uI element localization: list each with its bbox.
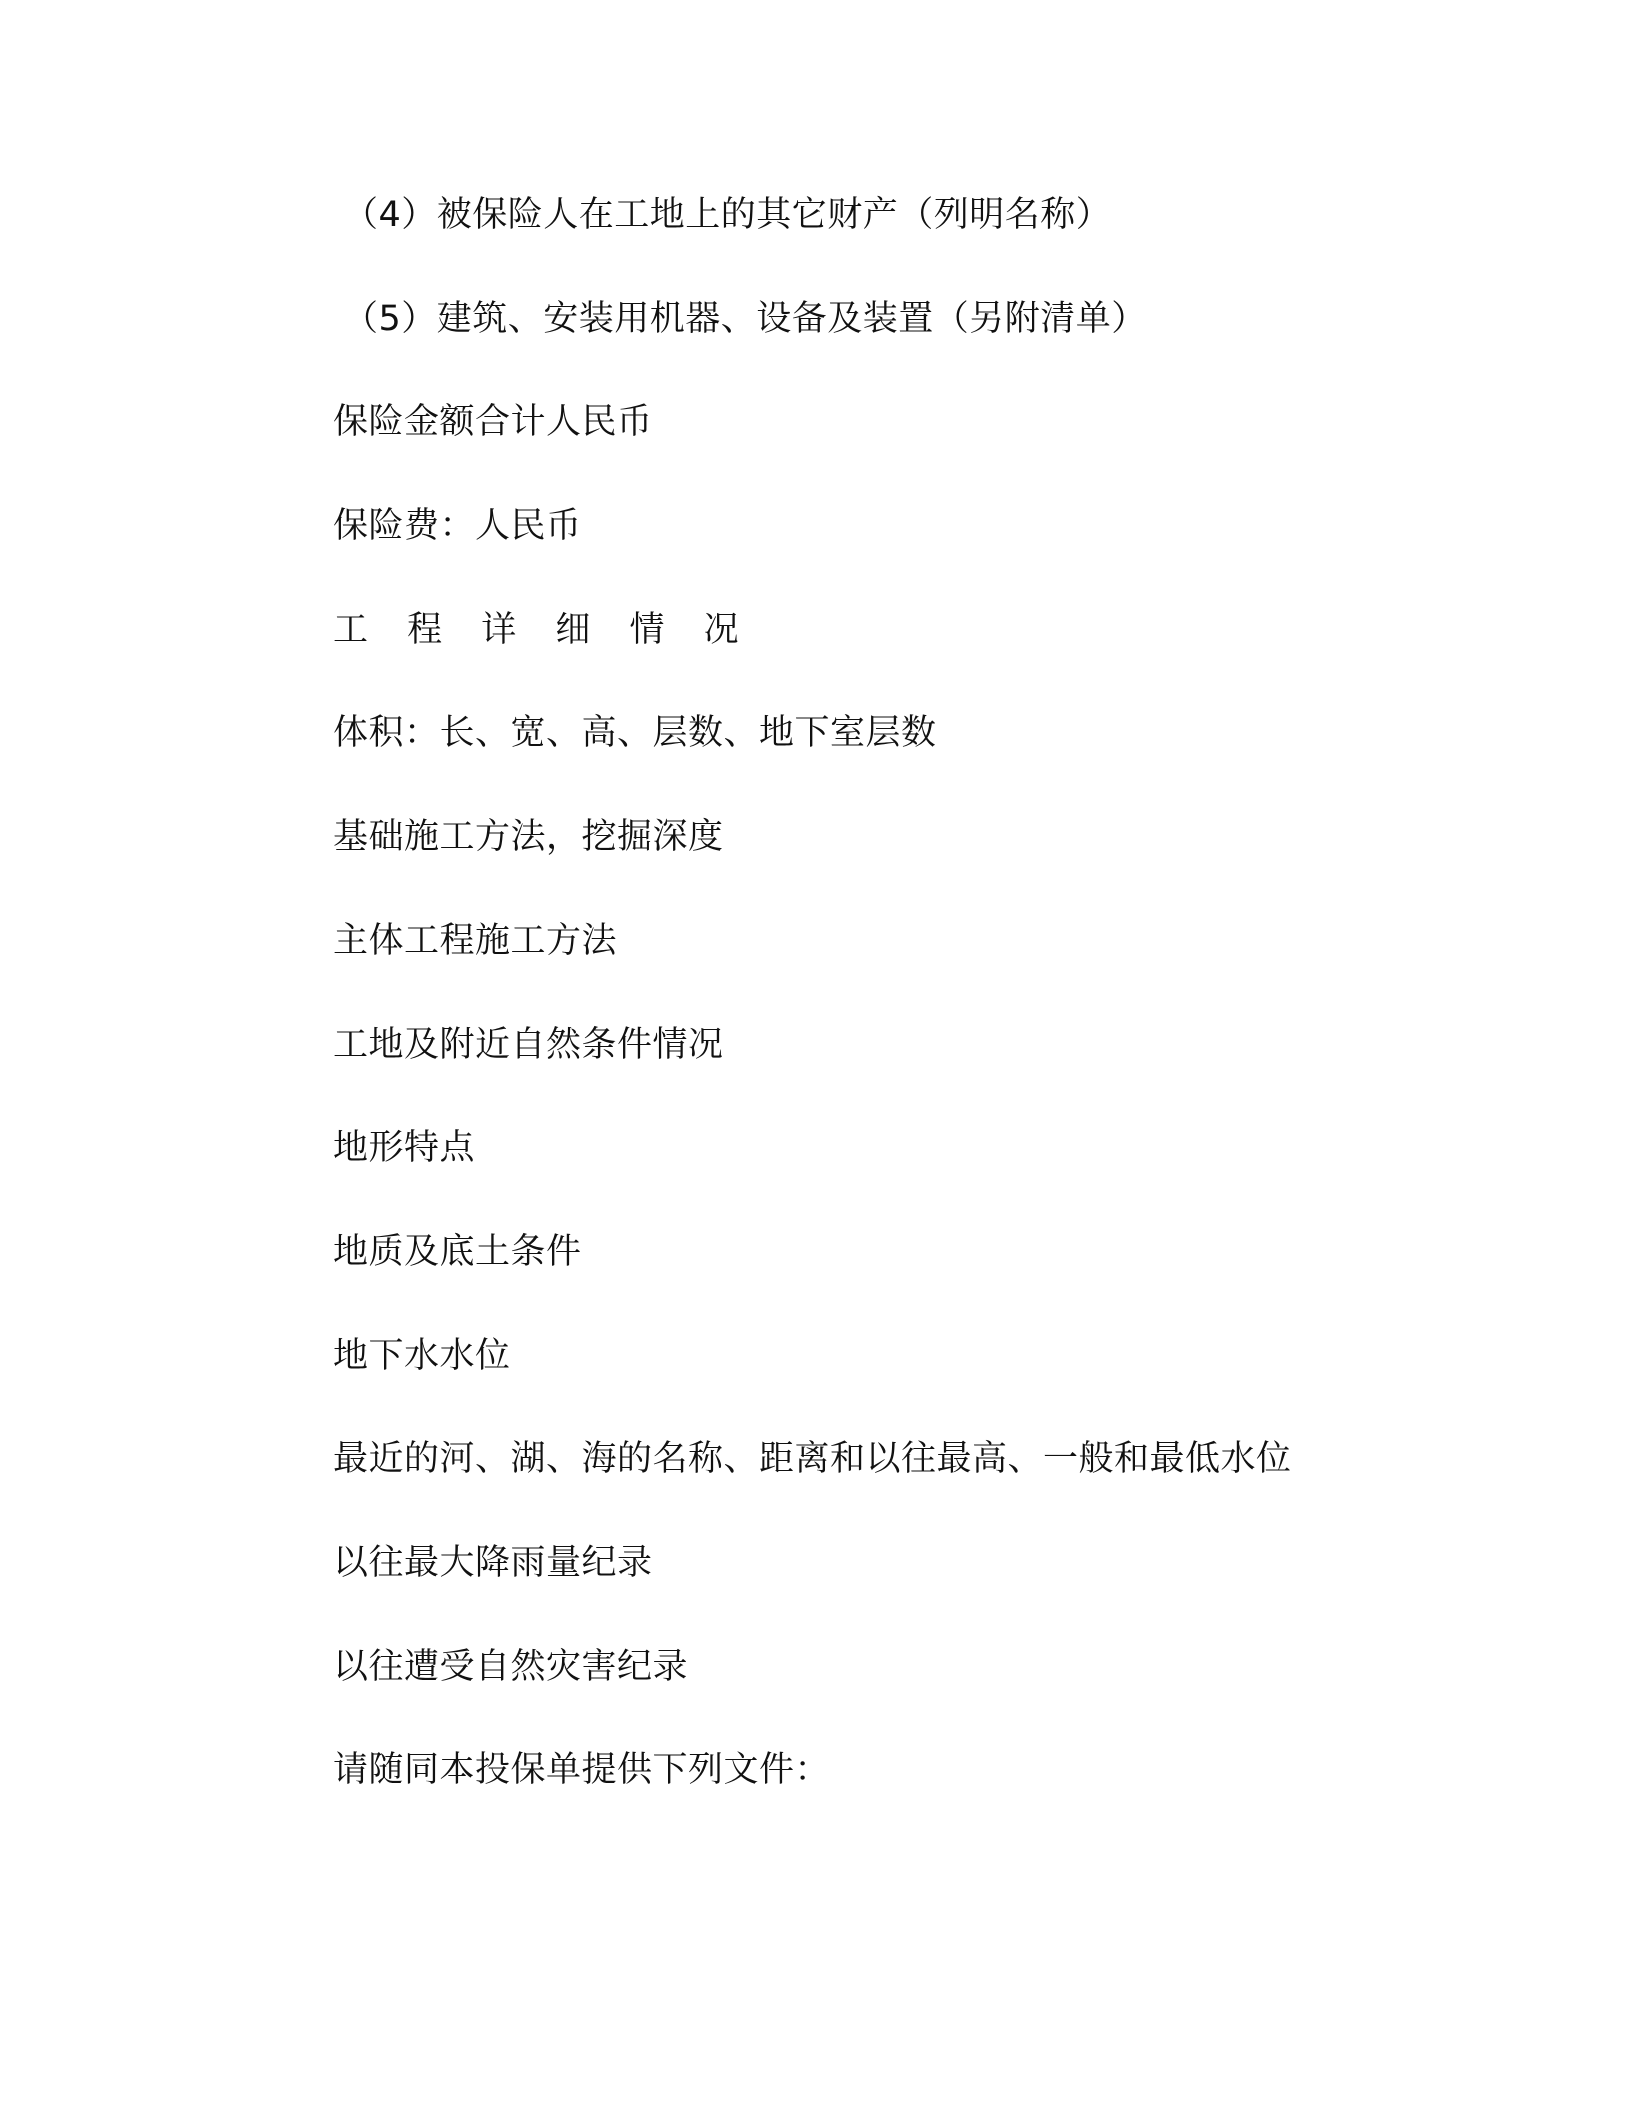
nearest-water-body: 最近的河、湖、海的名称、距离和以往最高、一般和最低水位	[333, 1439, 1292, 1480]
groundwater-level: 地下水水位	[333, 1335, 511, 1376]
terrain-features: 地形特点	[333, 1128, 476, 1169]
item-5-machinery-equipment: （5）建筑、安装用机器、设备及装置（另附清单）	[343, 298, 1147, 339]
main-structure-method: 主体工程施工方法	[333, 920, 618, 961]
project-details-heading: 工 程 详 细 情 况	[333, 609, 753, 650]
geology-subsoil: 地质及底土条件	[333, 1231, 582, 1272]
volume-dimensions: 体积：长、宽、高、层数、地下室层数	[333, 713, 937, 754]
item-4-other-property: （4）被保险人在工地上的其它财产（列明名称）	[343, 195, 1112, 235]
site-natural-conditions: 工地及附近自然条件情况	[333, 1024, 724, 1065]
natural-disaster-record: 以往遭受自然灾害纪录	[333, 1646, 689, 1687]
premium: 保险费：人民币	[333, 506, 582, 547]
document-body	[333, 190, 1533, 1849]
max-rainfall-record: 以往最大降雨量纪录	[333, 1542, 653, 1583]
foundation-method: 基础施工方法，挖掘深度	[333, 817, 724, 858]
documents-required: 请随同本投保单提供下列文件：	[333, 1750, 831, 1791]
total-insured-amount: 保险金额合计人民币	[333, 402, 653, 443]
